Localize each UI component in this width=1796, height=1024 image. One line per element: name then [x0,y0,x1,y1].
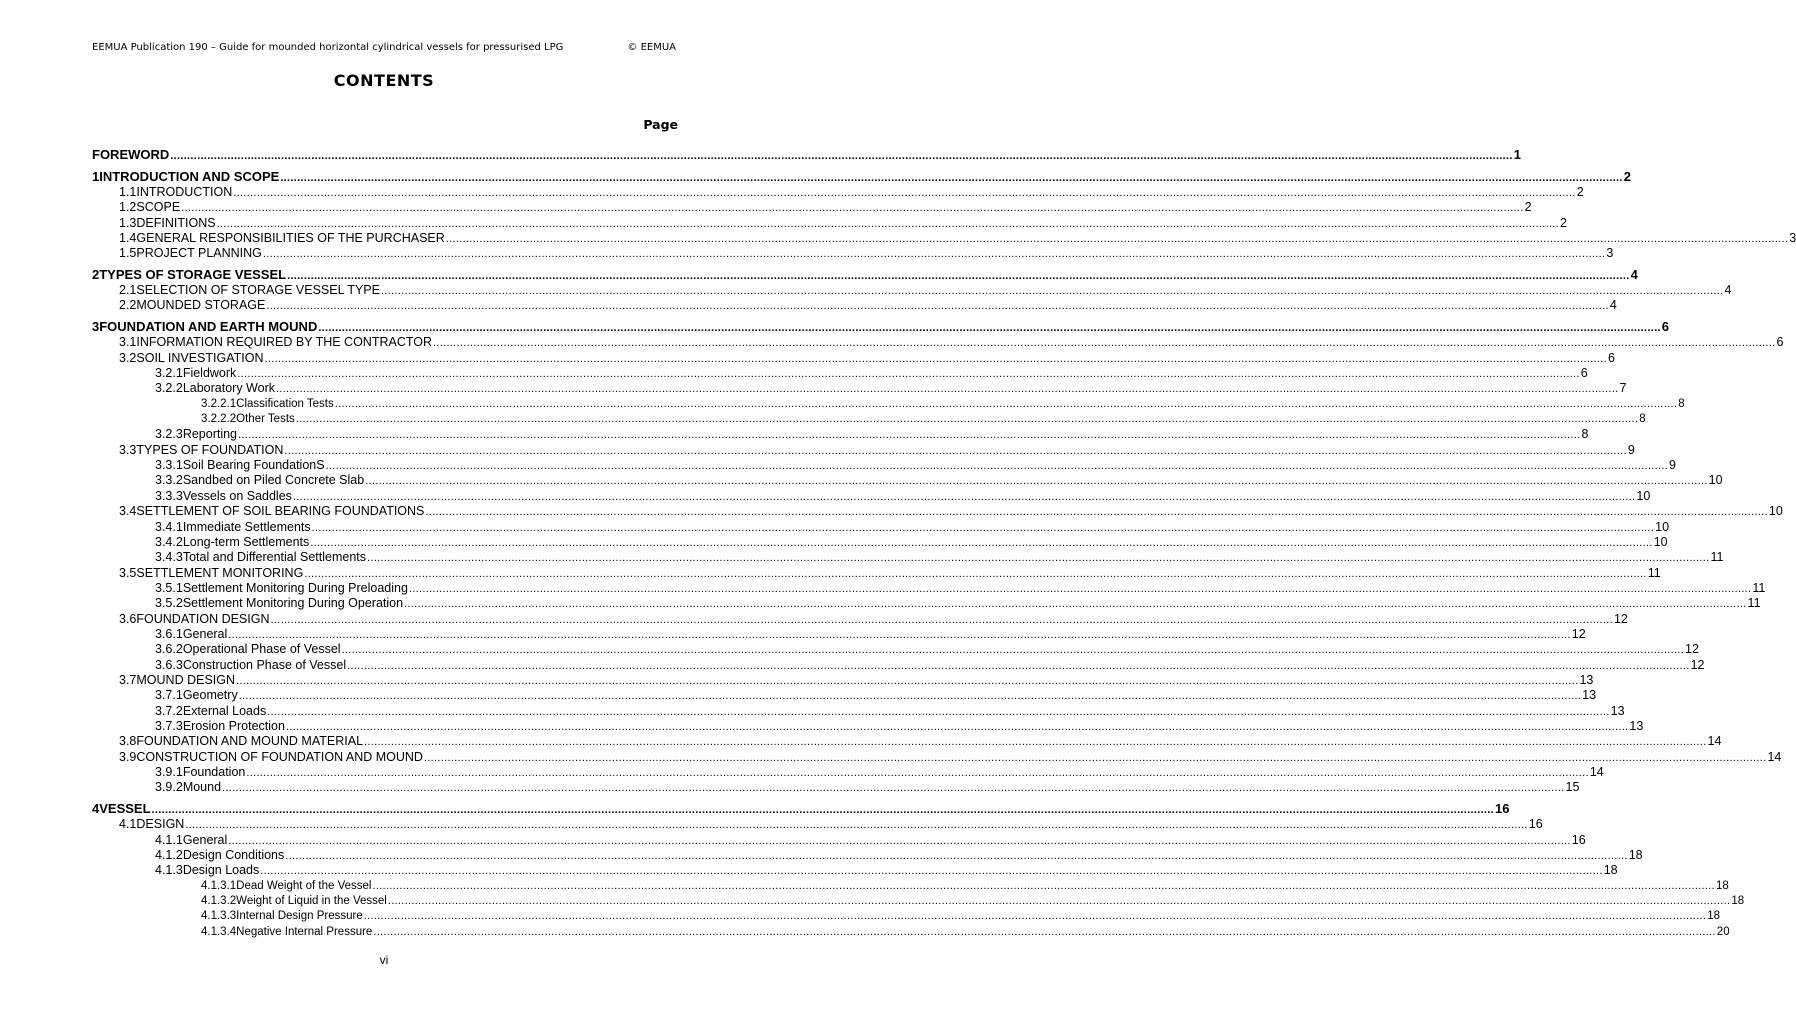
toc-entry-number: 3.2.1 [155,366,183,380]
toc-entry[interactable] [119,334,1784,350]
toc-entry-number: 3.3.3 [155,488,183,503]
dot-leader: ................................................................................................................................................................................................................................................................................................................................................................................................................ [373,925,1716,938]
dot-leader: ................................................................................................................................................................................................................................................................................................................................................................................................................ [347,659,1690,672]
dot-leader: ................................................................................................................................................................................................................................................................................................................................................................................................................ [264,352,1607,365]
toc-entry-page: 12 [1685,642,1699,657]
toc-entry-page: 8 [1678,397,1685,410]
toc-entry-title: Design Conditions [182,848,285,862]
dot-leader: ................................................................................................................................................................................................................................................................................................................................................................................................................ [285,721,1629,734]
toc-entry-title: FOREWORD [92,147,170,162]
toc-entry-page: 14 [1767,749,1782,764]
toc-entry-number: 3.3.2 [155,473,183,488]
dot-leader: ................................................................................................................................................................................................................................................................................................................................................................................................................ [266,300,1609,313]
toc-entry-title: Geometry [182,688,238,703]
toc-entry-title: SOIL INVESTIGATION [136,350,264,365]
toc-entry[interactable] [201,924,1730,940]
toc-entry-number: 4.1.3 [155,863,183,878]
toc-entry-title: Long-term Settlements [182,534,310,549]
toc-entry[interactable] [155,832,1586,848]
toc-entry-title: SELECTION OF STORAGE VESSEL TYPE [136,283,380,298]
copyright-notice: © EEMUA [627,42,676,53]
toc-entry[interactable] [92,800,1510,817]
toc-entry-page: 11 [1752,580,1766,595]
toc-entry-page: 16 [1571,832,1586,847]
toc-entry[interactable] [155,641,1699,657]
dot-leader: ................................................................................................................................................................................................................................................................................................................................................................................................................ [408,582,1752,595]
toc-entry-page: 18 [1715,879,1729,892]
toc-entry-number: 3.3 [119,442,137,457]
toc-entry-title: DESIGN [136,817,185,832]
toc-entry[interactable] [119,565,1661,581]
toc-entry-page: 9 [1669,458,1676,473]
toc-entry-number: 3.2.3 [155,427,183,442]
toc-entry-number: 3.9.2 [155,780,183,795]
toc-entry-title: Dead Weight of the Vessel [236,879,372,892]
toc-entry-page: 12 [1690,657,1705,672]
toc-entry-title: Other Tests [236,413,295,426]
toc-entry-number: 3.3.1 [155,458,183,473]
toc-entry-page: 12 [1571,626,1586,641]
toc-entry[interactable] [155,764,1604,780]
toc-entry-number: 3.6 [119,611,137,626]
toc-entry[interactable] [119,215,1567,231]
dot-leader: ................................................................................................................................................................................................................................................................................................................................................................................................................ [387,895,1731,908]
toc-entry-page: 14 [1589,765,1604,780]
toc-entry-title: Construction Phase of Vessel [182,657,347,672]
dot-leader: ................................................................................................................................................................................................................................................................................................................................................................................................................ [334,397,1678,410]
toc-entry[interactable] [119,245,1614,261]
dot-leader: ................................................................................................................................................................................................................................................................................................................................................................................................................ [170,150,1513,162]
toc-entry[interactable] [119,672,1594,688]
toc-entry-page: 10 [1768,504,1783,519]
toc-entry-title: INFORMATION REQUIRED BY THE CONTRACTOR [136,335,433,350]
toc-entry-title: General [182,832,228,847]
toc-entry-page: 16 [1495,800,1510,816]
toc-entry-number: 3.7.2 [155,703,183,718]
toc-entry-number: 2.1 [119,283,137,298]
toc-entry-number: 3.2.2.2 [201,413,237,426]
toc-entry-page: 6 [1776,335,1784,350]
toc-entry-title: Laboratory Work [182,381,275,396]
toc-entry-number: 3.4.3 [155,550,183,565]
toc-entry-page: 10 [1708,473,1723,488]
toc-entry-page: 10 [1653,534,1668,549]
toc-entry[interactable] [201,878,1729,894]
dot-leader: ................................................................................................................................................................................................................................................................................................................................................................................................................ [280,171,1623,184]
toc-entry[interactable] [92,318,1670,335]
toc-entry-page: 4 [1724,283,1732,298]
toc-entry-page: 10 [1655,519,1670,534]
toc-entry-title: Settlement Monitoring During Preloading [182,580,408,595]
toc-entry-page: 16 [1528,817,1543,832]
toc-entry-title: Sandbed on Piled Concrete Slab [182,473,365,488]
toc-entry[interactable] [119,503,1783,519]
toc-entry-page: 8 [1639,413,1646,426]
toc-entry[interactable] [201,396,1685,412]
toc-entry-title: DEFINITIONS [136,215,216,230]
toc-entry[interactable] [119,749,1782,765]
toc-entry[interactable] [201,893,1745,909]
toc-entry-title: SCOPE [136,200,181,215]
toc-entry-title: INTRODUCTION [136,184,233,199]
toc-entry[interactable] [119,199,1532,215]
toc-entry-number: 1 [92,168,100,184]
toc-entry-title: INTRODUCTION AND SCOPE [99,168,280,184]
dot-leader: ................................................................................................................................................................................................................................................................................................................................................................................................................ [222,782,1565,795]
toc-entry-number: 3.5.2 [155,596,183,611]
dot-leader: ................................................................................................................................................................................................................................................................................................................................................................................................................ [433,337,1776,350]
toc-entry-number: 3.2.2 [155,381,183,396]
toc-entry-number: 4.1.3.3 [201,910,237,923]
toc-entry-page: 6 [1580,366,1588,380]
toc-entry-title: FOUNDATION AND EARTH MOUND [99,318,318,334]
toc-entry-number: 4.1.3.2 [201,895,237,908]
toc-entry-title: Settlement Monitoring During Operation [182,596,404,611]
dot-leader: ................................................................................................................................................................................................................................................................................................................................................................................................................ [364,736,1707,749]
dot-leader: ................................................................................................................................................................................................................................................................................................................................................................................................................ [325,460,1669,473]
toc-entry-number: 4.1.2 [155,848,183,862]
toc-entry-page: 18 [1707,910,1720,923]
toc-entry-number: 4.1.1 [155,832,183,847]
toc-entry-title: Foundation [182,765,246,780]
dot-leader: ................................................................................................................................................................................................................................................................................................................................................................................................................ [237,368,1580,380]
toc-entry-number: 3.4.1 [155,519,183,534]
toc-entry-number: 3.9 [119,749,137,764]
toc-entry-number: 3.1 [119,335,137,350]
toc-entry-page: 13 [1629,719,1644,734]
toc-entry[interactable] [155,862,1618,878]
toc-entry-page: 12 [1613,611,1628,626]
dot-leader: ................................................................................................................................................................................................................................................................................................................................................................................................................ [304,567,1647,580]
toc-entry-number: 3.2.2.1 [201,397,237,410]
dot-leader: ................................................................................................................................................................................................................................................................................................................................................................................................................ [260,865,1603,878]
toc-entry-number: 4.1.3.1 [201,879,237,892]
dot-leader: ................................................................................................................................................................................................................................................................................................................................................................................................................ [295,413,1639,426]
toc-entry-page: 13 [1582,688,1597,703]
dot-leader: ................................................................................................................................................................................................................................................................................................................................................................................................................ [262,248,1606,261]
dot-leader: ................................................................................................................................................................................................................................................................................................................................................................................................................ [228,834,1571,847]
toc-entry-number: 2 [92,266,100,282]
dot-leader: ................................................................................................................................................................................................................................................................................................................................................................................................................ [318,321,1661,334]
toc-entry-title: GENERAL RESPONSIBILITIES OF THE PURCHASER [136,230,445,245]
toc-entry-number: 1.4 [119,230,137,245]
toc-entry[interactable] [155,779,1580,795]
toc-entry[interactable] [155,626,1586,642]
toc-entry-number: 3.7.3 [155,719,183,734]
toc-entry[interactable] [92,168,1632,185]
toc-entry[interactable] [119,611,1628,627]
toc-entry[interactable] [155,457,1676,473]
dot-leader: ................................................................................................................................................................................................................................................................................................................................................................................................................ [151,803,1494,816]
toc-entry-number: 4.1 [119,817,137,832]
toc-entry-title: CONSTRUCTION OF FOUNDATION AND MOUND [136,749,423,764]
toc-entry-page: 2 [1560,215,1567,230]
toc-entry[interactable] [201,411,1646,427]
dot-leader: ................................................................................................................................................................................................................................................................................................................................................................................................................ [292,490,1636,503]
toc-entry[interactable] [155,657,1705,673]
dot-leader: ................................................................................................................................................................................................................................................................................................................................................................................................................ [425,506,1768,519]
toc-entry[interactable] [119,184,1584,200]
toc-entry-title: Weight of Liquid in the Vessel [236,895,387,908]
toc-entry-number: 1.3 [119,215,137,230]
dot-leader: ................................................................................................................................................................................................................................................................................................................................................................................................................ [285,850,1628,862]
toc-entry-number: 3.2 [119,350,137,365]
toc-entry-number: 3.6.2 [155,642,183,657]
toc-entry-number: 3.7 [119,673,137,687]
dot-leader: ................................................................................................................................................................................................................................................................................................................................................................................................................ [275,383,1619,396]
toc-entry-number: 3.5.1 [155,580,183,595]
toc-entry-page: 6 [1661,318,1670,334]
toc-entry-title: TYPES OF FOUNDATION [136,442,284,457]
toc-entry[interactable] [155,703,1625,719]
contents-heading: CONTENTS [333,71,435,90]
toc-entry-page: 2 [1524,200,1532,215]
toc-entry-number: 3.4.2 [155,534,183,549]
dot-leader: ................................................................................................................................................................................................................................................................................................................................................................................................................ [233,186,1576,199]
toc-entry-number: 3.7.1 [155,688,183,703]
toc-entry[interactable] [155,519,1670,535]
toc-entry-title: Classification Tests [236,397,334,410]
toc-entry-page: 3 [1606,246,1614,261]
toc-entry-title: VESSEL [99,800,151,816]
toc-entry-title: Negative Internal Pressure [236,925,373,938]
dot-leader: ................................................................................................................................................................................................................................................................................................................................................................................................................ [236,675,1579,687]
toc-entry-title: Reporting [182,427,238,442]
toc-entry-page: 6 [1607,350,1615,365]
dot-leader: ................................................................................................................................................................................................................................................................................................................................................................................................................ [246,767,1589,780]
toc-entry-title: Design Loads [182,863,260,878]
toc-entry-number: 2.2 [119,298,137,313]
toc-entry-title: MOUND DESIGN [136,673,236,687]
toc-entry[interactable] [155,380,1627,396]
toc-entry-title: MOUNDED STORAGE [136,298,266,313]
toc-entry-title: General [182,626,228,641]
toc-entry-title: FOUNDATION AND MOUND MATERIAL [136,734,364,749]
toc-entry-title: SETTLEMENT MONITORING [136,565,304,580]
toc-entry-page: 15 [1565,780,1580,795]
dot-leader: ................................................................................................................................................................................................................................................................................................................................................................................................................ [270,613,1613,626]
dot-leader: ................................................................................................................................................................................................................................................................................................................................................................................................................ [365,475,1708,488]
toc-entry[interactable] [155,426,1589,442]
toc-entry[interactable] [119,816,1543,832]
dot-leader: ................................................................................................................................................................................................................................................................................................................................................................................................................ [287,269,1630,282]
toc-entry[interactable] [119,733,1722,749]
toc-entry[interactable] [92,147,1521,163]
toc-entry-title: Immediate Settlements [182,519,311,534]
toc-entry-title: Operational Phase of Vessel [182,642,341,657]
toc-entry-page: 13 [1579,673,1594,687]
dot-leader: ................................................................................................................................................................................................................................................................................................................................................................................................................ [238,690,1582,703]
toc-entry-page: 18 [1628,848,1643,862]
toc-entry-page: 2 [1576,184,1584,199]
dot-leader: ................................................................................................................................................................................................................................................................................................................................................................................................................ [404,598,1747,611]
toc-entry[interactable] [155,534,1668,550]
toc-entry-title: Internal Design Pressure [236,910,363,923]
toc-entry[interactable] [155,595,1761,611]
dot-leader: ................................................................................................................................................................................................................................................................................................................................................................................................................ [423,751,1767,764]
dot-leader: ................................................................................................................................................................................................................................................................................................................................................................................................................ [372,879,1715,892]
toc-entry-number: 3.6.1 [155,626,183,641]
toc-entry-title: FOUNDATION DESIGN [136,611,270,626]
page-number-footer: vi [379,953,389,967]
dot-leader: ................................................................................................................................................................................................................................................................................................................................................................................................................ [363,910,1707,923]
toc-entry[interactable] [155,687,1597,703]
toc-entry-page: 11 [1647,565,1661,580]
toc-entry-title: Fieldwork [182,366,237,380]
toc-entry-number: 3.9.1 [155,765,183,780]
toc-entry[interactable] [155,718,1644,734]
toc-entry-page: 7 [1619,381,1627,396]
toc-entry-number: 3.6.3 [155,657,183,672]
toc-entry-title: Vessels on Saddles [182,488,292,503]
dot-leader: ................................................................................................................................................................................................................................................................................................................................................................................................................ [310,536,1653,549]
toc-entry-number: 3.4 [119,504,137,519]
toc-entry-page: 3 [1789,230,1796,245]
toc-entry-number: 3 [92,318,100,334]
toc-entry-page: 13 [1610,703,1625,718]
toc-entry[interactable] [155,365,1588,381]
dot-leader: ................................................................................................................................................................................................................................................................................................................................................................................................................ [185,819,1528,832]
toc-entry-page: 11 [1747,596,1761,611]
toc-entry[interactable] [201,908,1720,924]
dot-leader: ................................................................................................................................................................................................................................................................................................................................................................................................................ [267,705,1610,718]
toc-entry-page: 4 [1609,298,1617,313]
toc-entry[interactable] [119,297,1617,313]
toc-entry[interactable] [119,350,1615,366]
toc-entry-title: Soil Bearing FoundationS [182,458,325,473]
toc-entry-number: 1.5 [119,246,137,261]
toc-entry[interactable] [155,472,1723,488]
toc-entry-title: PROJECT PLANNING [136,246,262,261]
toc-entry-title: Erosion Protection [182,719,285,734]
toc-entry-page: 2 [1623,168,1632,184]
dot-leader: ................................................................................................................................................................................................................................................................................................................................................................................................................ [181,202,1524,215]
toc-entry-page: 20 [1716,925,1730,938]
toc-entry-title: External Loads [182,703,267,718]
toc-entry-page: 11 [1710,550,1724,565]
toc-entry[interactable] [155,847,1643,863]
dot-leader: ................................................................................................................................................................................................................................................................................................................................................................................................................ [445,232,1789,245]
toc-entry-page: 9 [1627,442,1635,457]
toc-entry[interactable] [155,488,1651,504]
dot-leader: ................................................................................................................................................................................................................................................................................................................................................................................................................ [216,217,1560,230]
dot-leader: ................................................................................................................................................................................................................................................................................................................................................................................................................ [284,444,1627,457]
dot-leader: ................................................................................................................................................................................................................................................................................................................................................................................................................ [228,628,1571,641]
page-column-heading: Page [643,117,678,132]
dot-leader: ................................................................................................................................................................................................................................................................................................................................................................................................................ [238,429,1581,442]
toc-entry[interactable] [155,580,1766,596]
toc-entry-page: 14 [1707,734,1722,749]
toc-entry-title: TYPES OF STORAGE VESSEL [99,266,287,282]
dot-leader: ................................................................................................................................................................................................................................................................................................................................................................................................................ [341,644,1685,657]
toc-entry-page: 18 [1731,895,1745,908]
toc-entry-title: SETTLEMENT OF SOIL BEARING FOUNDATIONS [136,504,425,519]
toc-entry-page: 4 [1630,266,1638,282]
toc-entry-number: 3.5 [119,565,137,580]
dot-leader: ................................................................................................................................................................................................................................................................................................................................................................................................................ [311,521,1655,534]
toc-entry-page: 18 [1603,863,1618,878]
toc-entry[interactable] [155,549,1724,565]
toc-entry-number: 4 [92,800,100,816]
toc-entry-page: 10 [1636,488,1651,503]
toc-entry-page: 1 [1513,147,1521,162]
toc-entry[interactable] [119,230,1796,246]
toc-entry-title: Mound [182,780,222,795]
toc-entry-number: 4.1.3.4 [201,925,237,938]
dot-leader: ................................................................................................................................................................................................................................................................................................................................................................................................................ [367,552,1710,565]
toc-entry-page: 8 [1581,427,1589,442]
publication-title: EEMUA Publication 190 – Guide for mounded horizontal cylindrical vessels for pressurised LPG [92,42,564,53]
dot-leader: ................................................................................................................................................................................................................................................................................................................................................................................................................ [380,285,1724,298]
toc-entry-number: 1.2 [119,200,137,215]
toc-entry-number: 1.1 [119,184,137,199]
toc-entry[interactable] [119,442,1635,458]
toc-entry-title: Total and Differential Settlements [182,550,367,565]
toc-entry[interactable] [119,282,1732,298]
toc-entry-number: 3.8 [119,734,137,749]
toc-entry[interactable] [92,266,1638,283]
